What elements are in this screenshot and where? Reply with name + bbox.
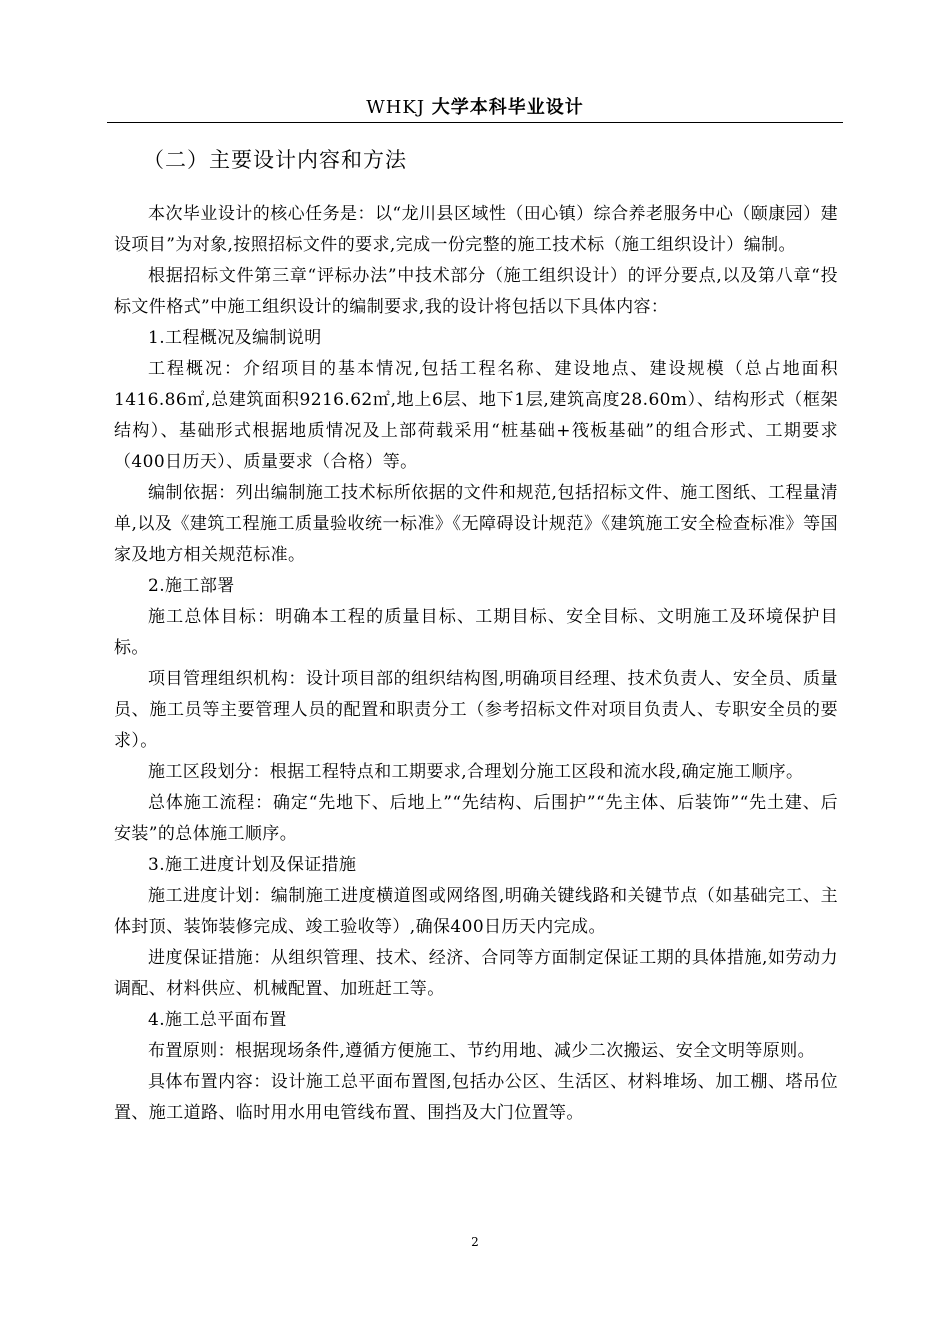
subheading: 2.施工部署 xyxy=(148,576,235,596)
paragraph: 施工进度计划：编制施工进度横道图或网络图,明确关键线路和关键节点（如基础完工、主体封顶、装饰装修完成、竣工验收等）,确保400日历天内完成。 xyxy=(114,886,838,937)
paragraph: 施工总体目标：明确本工程的质量目标、工期目标、安全目标、文明施工及环境保护目标。 xyxy=(114,607,838,658)
paragraph: 本次毕业设计的核心任务是：以“龙川县区域性（田心镇）综合养老服务中心（颐康园）建设项目”为对象,按照招标文件的要求,完成一份完整的施工技术标（施工组织设计）编制。 xyxy=(114,204,838,255)
paragraph: 编制依据：列出编制施工技术标所依据的文件和规范,包括招标文件、施工图纸、工程量清单,以及《建筑工程施工质量验收统一标准》《无障碍设计规范》《建筑施工安全检查标准》等国家及地方相关规范标准。 xyxy=(114,483,838,565)
paragraph: 布置原则：根据现场条件,遵循方便施工、节约用地、减少二次搬运、安全文明等原则。 xyxy=(148,1041,816,1061)
page-number: 2 xyxy=(471,1235,479,1249)
paragraph: 进度保证措施：从组织管理、技术、经济、合同等方面制定保证工期的具体措施,如劳动力调配、材料供应、机械配置、加班赶工等。 xyxy=(114,948,838,999)
paragraph: 项目管理组织机构：设计项目部的组织结构图,明确项目经理、技术负责人、安全员、质量员、施工员等主要管理人员的配置和职责分工（参考招标文件对项目负责人、专职安全员的要求）。 xyxy=(114,669,838,751)
paragraph: 根据招标文件第三章“评标办法”中技术部分（施工组织设计）的评分要点,以及第八章“投标文件格式”中施工组织设计的编制要求,我的设计将包括以下具体内容： xyxy=(114,266,838,317)
paragraph: 工程概况：介绍项目的基本情况,包括工程名称、建设地点、建设规模（总占地面积1416.86㎡,总建筑面积9216.62㎡,地上6层、地下1层,建筑高度28.60m）、结构形式（框架结构）、基础形式根据地质情况及上部荷载采用“桩基础+筏板基础”的组合形式、工期要求（400日历天）、质量要求（合格）等。 xyxy=(114,359,838,472)
section-heading: （二）主要设计内容和方法 xyxy=(143,148,407,172)
subheading: 1.工程概况及编制说明 xyxy=(148,328,322,348)
body-text xyxy=(114,199,838,1129)
paragraph: 具体布置内容：设计施工总平面布置图,包括办公区、生活区、材料堆场、加工棚、塔吊位置、施工道路、临时用水用电管线布置、围挡及大门位置等。 xyxy=(114,1072,838,1123)
page-header xyxy=(107,95,843,121)
subheading: 4.施工总平面布置 xyxy=(148,1010,287,1030)
subheading: 3.施工进度计划及保证措施 xyxy=(148,855,357,875)
header-prefix: WHKJ xyxy=(366,97,426,118)
paragraph: 总体施工流程：确定“先地下、后地上”“先结构、后围护”“先主体、后装饰”“先土建、后安装”的总体施工顺序。 xyxy=(114,793,838,844)
paragraph: 施工区段划分：根据工程特点和工期要求,合理划分施工区段和流水段,确定施工顺序。 xyxy=(148,762,804,782)
header-divider xyxy=(107,122,843,123)
header-title: 大学本科毕业设计 xyxy=(431,97,584,118)
